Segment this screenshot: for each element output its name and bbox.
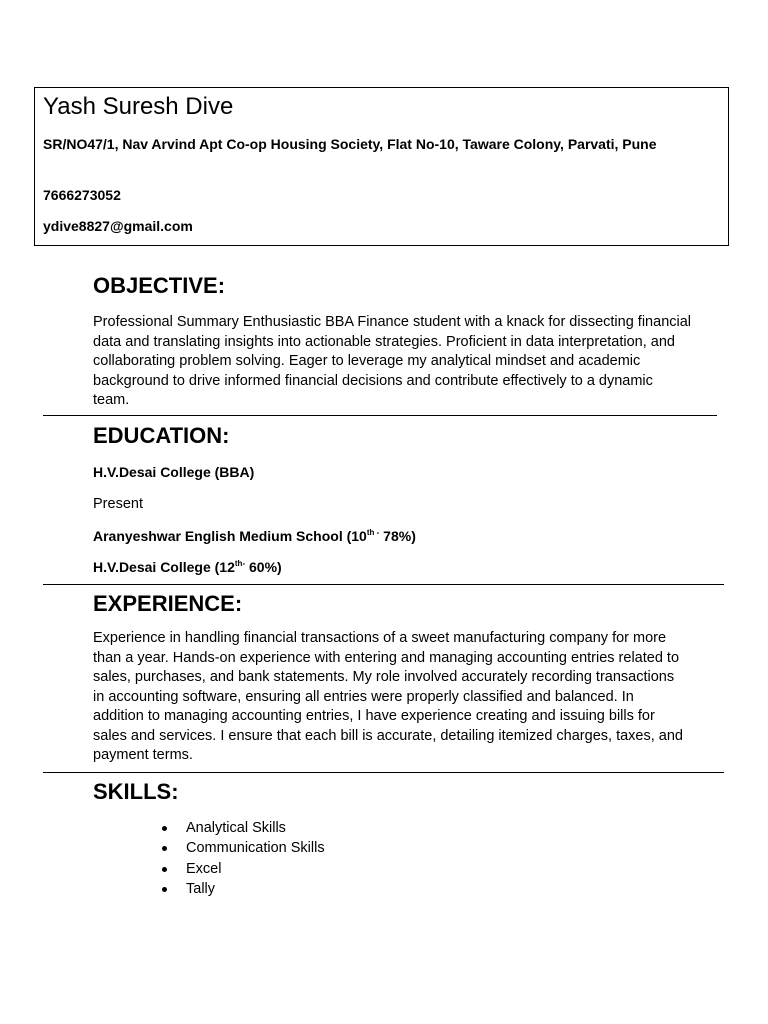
school-score: 78%)	[379, 528, 416, 544]
hsc-text: H.V.Desai College (12	[93, 559, 235, 575]
skill-item: Tally	[160, 879, 325, 899]
education-hsc	[93, 558, 282, 576]
hsc-score: 60%)	[245, 559, 282, 575]
candidate-name: Yash Suresh Dive	[43, 93, 234, 120]
divider	[43, 584, 724, 585]
school-superscript: th -	[366, 528, 380, 537]
objective-text: Professional Summary Enthusiastic BBA Finance student with a knack for dissecting financial data and translating insights into actionable strategies. Proficient in data interpretation, and collaborating problem solving. Eager to leverage my analytical mindset and academic background to drive informed financial decisions and contribute effectively to a dynamic team.	[93, 314, 692, 408]
address: SR/NO47/1, Nav Arvind Apt Co-op Housing Society, Flat No-10, Taware Colony, Parvati, Pune	[43, 136, 657, 152]
education-school	[93, 527, 416, 545]
skills-list	[160, 818, 325, 899]
divider	[43, 415, 717, 416]
skills-heading: SKILLS:	[93, 779, 179, 804]
school-text: Aranyeshwar English Medium School (10	[93, 528, 367, 544]
skill-item: Communication Skills	[160, 838, 325, 858]
hsc-superscript: th-	[234, 559, 246, 568]
phone-number: 7666273052	[43, 187, 121, 203]
education-college: H.V.Desai College (BBA)	[93, 464, 255, 480]
experience-text: Experience in handling financial transactions of a sweet manufacturing company for more than a year. Hands-on experience with entering and managing accounting entries related to sales, purchases, and bank statements. My role involved accurately recording transactions in accounting software, ensuring all entries were properly classified and balanced. In addition to managing accounting entries, I have experience creating and issuing bills for sales and services. I ensure that each bill is accurate, detailing itemized charges, taxes, and payment terms.	[93, 630, 683, 763]
skill-item: Excel	[160, 859, 325, 879]
education-heading: EDUCATION:	[93, 423, 230, 448]
email-address: ydive8827@gmail.com	[43, 218, 193, 234]
skill-item: Analytical Skills	[160, 818, 325, 838]
divider	[43, 772, 724, 773]
education-status: Present	[93, 496, 143, 512]
objective-heading: OBJECTIVE:	[93, 273, 226, 298]
experience-heading: EXPERIENCE:	[93, 591, 243, 616]
